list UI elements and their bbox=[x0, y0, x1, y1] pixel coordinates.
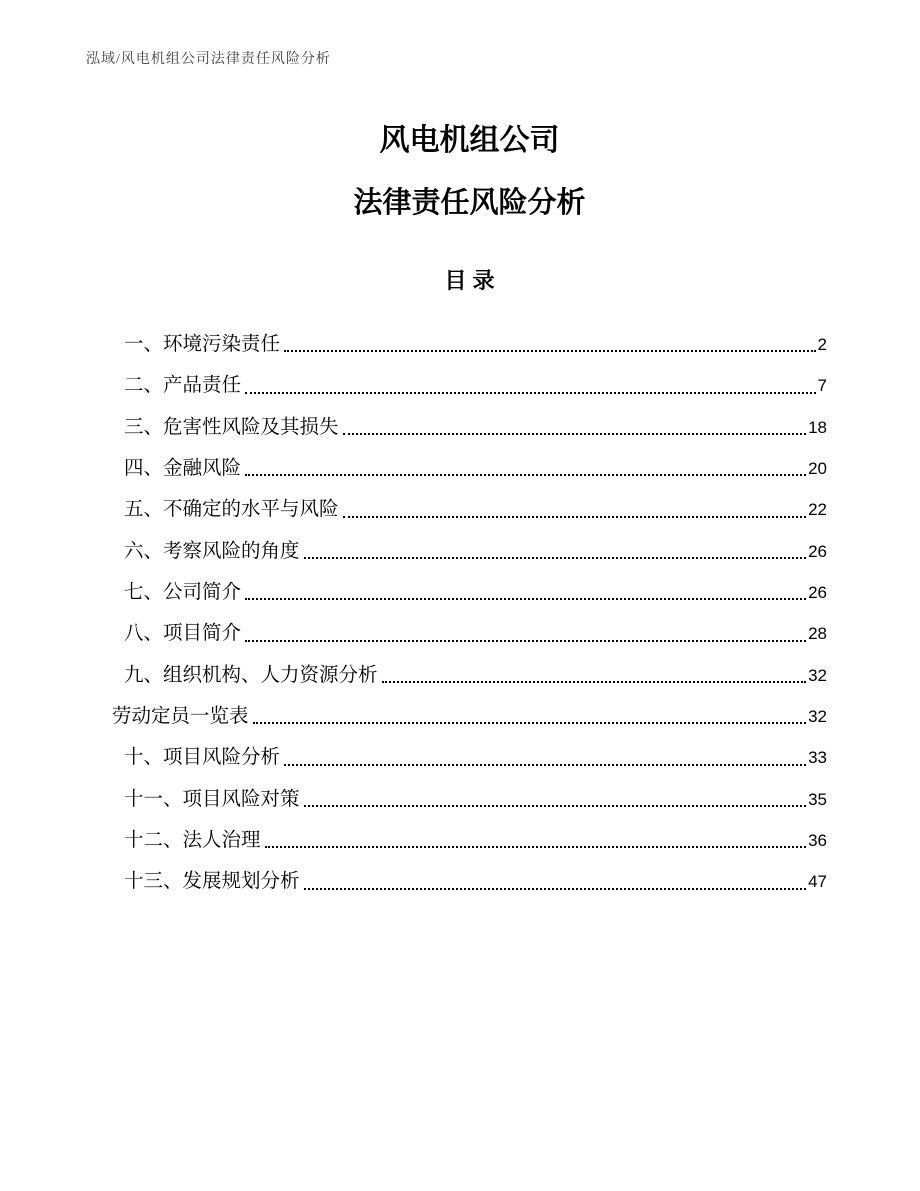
toc-leader-dots bbox=[304, 805, 807, 807]
header-text: 泓域/风电机组公司法律责任风险分析 bbox=[86, 52, 331, 67]
toc-list bbox=[112, 324, 827, 903]
toc-entry[interactable] bbox=[112, 365, 827, 406]
toc-leader-dots bbox=[304, 557, 807, 559]
toc-leader-dots bbox=[304, 888, 807, 890]
toc-entry-page: 35 bbox=[808, 789, 827, 809]
doc-title-line1: 风电机组公司 bbox=[379, 124, 560, 157]
toc-entry-label: 十三、发展规划分析 bbox=[124, 871, 300, 893]
toc-entry-page: 28 bbox=[808, 624, 827, 644]
toc-leader-dots bbox=[343, 433, 807, 435]
toc-entry-page: 26 bbox=[808, 541, 827, 561]
toc-entry-page: 36 bbox=[808, 831, 827, 851]
toc-entry[interactable] bbox=[112, 820, 827, 861]
toc-leader-dots bbox=[343, 516, 807, 518]
doc-title-line2: 法律责任风险分析 bbox=[353, 187, 586, 219]
toc-entry-label: 八、项目简介 bbox=[124, 623, 242, 645]
toc-entry[interactable] bbox=[112, 407, 827, 448]
toc-entry[interactable] bbox=[112, 613, 827, 654]
toc-entry-label: 二、产品责任 bbox=[124, 375, 242, 397]
toc-entry-label: 五、不确定的水平与风险 bbox=[124, 499, 339, 521]
toc-entry-page: 33 bbox=[808, 748, 827, 768]
toc-entry-label: 十一、项目风险对策 bbox=[124, 788, 300, 810]
toc-leader-dots bbox=[245, 598, 806, 600]
toc-entry-label: 九、组织机构、人力资源分析 bbox=[124, 664, 378, 686]
toc-leader-dots bbox=[382, 681, 807, 683]
toc-entry[interactable] bbox=[112, 696, 827, 737]
toc-leader-dots bbox=[245, 640, 806, 642]
toc-leader-dots bbox=[284, 350, 816, 352]
toc-entry-label: 一、环境污染责任 bbox=[124, 334, 281, 355]
toc-entry[interactable] bbox=[112, 655, 827, 696]
toc-entry-page: 26 bbox=[808, 583, 827, 603]
toc-leader-dots bbox=[265, 846, 807, 848]
toc-leader-dots bbox=[284, 764, 806, 766]
toc-entry[interactable] bbox=[112, 572, 827, 613]
toc-entry-page: 20 bbox=[808, 459, 827, 479]
toc-entry-label: 十、项目风险分析 bbox=[124, 747, 281, 769]
toc-entry[interactable] bbox=[112, 861, 827, 902]
toc-leader-dots bbox=[245, 392, 816, 394]
toc-entry[interactable] bbox=[112, 324, 827, 365]
toc-entry-label: 六、考察风险的角度 bbox=[124, 540, 300, 562]
toc-entry[interactable] bbox=[112, 737, 827, 778]
toc-leader-dots bbox=[245, 474, 806, 476]
toc-entry-page: 32 bbox=[808, 665, 827, 685]
toc-entry[interactable] bbox=[112, 779, 827, 820]
toc-entry-label: 七、公司简介 bbox=[124, 582, 242, 604]
toc-entry-label: 三、危害性风险及其损失 bbox=[124, 416, 339, 438]
toc-entry-page: 7 bbox=[817, 376, 827, 396]
toc-entry-page: 22 bbox=[808, 500, 827, 520]
toc-entry-page: 2 bbox=[817, 335, 827, 354]
toc-entry-label: 十二、法人治理 bbox=[124, 830, 261, 852]
toc-entry[interactable] bbox=[112, 448, 827, 489]
toc-entry-page: 32 bbox=[808, 707, 827, 727]
toc-leader-dots bbox=[253, 722, 807, 724]
toc-heading: 目录 bbox=[444, 268, 501, 293]
toc-entry-label: 劳动定员一览表 bbox=[112, 706, 249, 728]
toc-entry-page: 18 bbox=[808, 417, 827, 437]
toc-entry-label: 四、金融风险 bbox=[124, 458, 242, 480]
toc-entry[interactable] bbox=[112, 489, 827, 530]
toc-entry-page: 47 bbox=[808, 872, 827, 892]
document-header bbox=[86, 50, 331, 70]
toc-entry[interactable] bbox=[112, 531, 827, 572]
